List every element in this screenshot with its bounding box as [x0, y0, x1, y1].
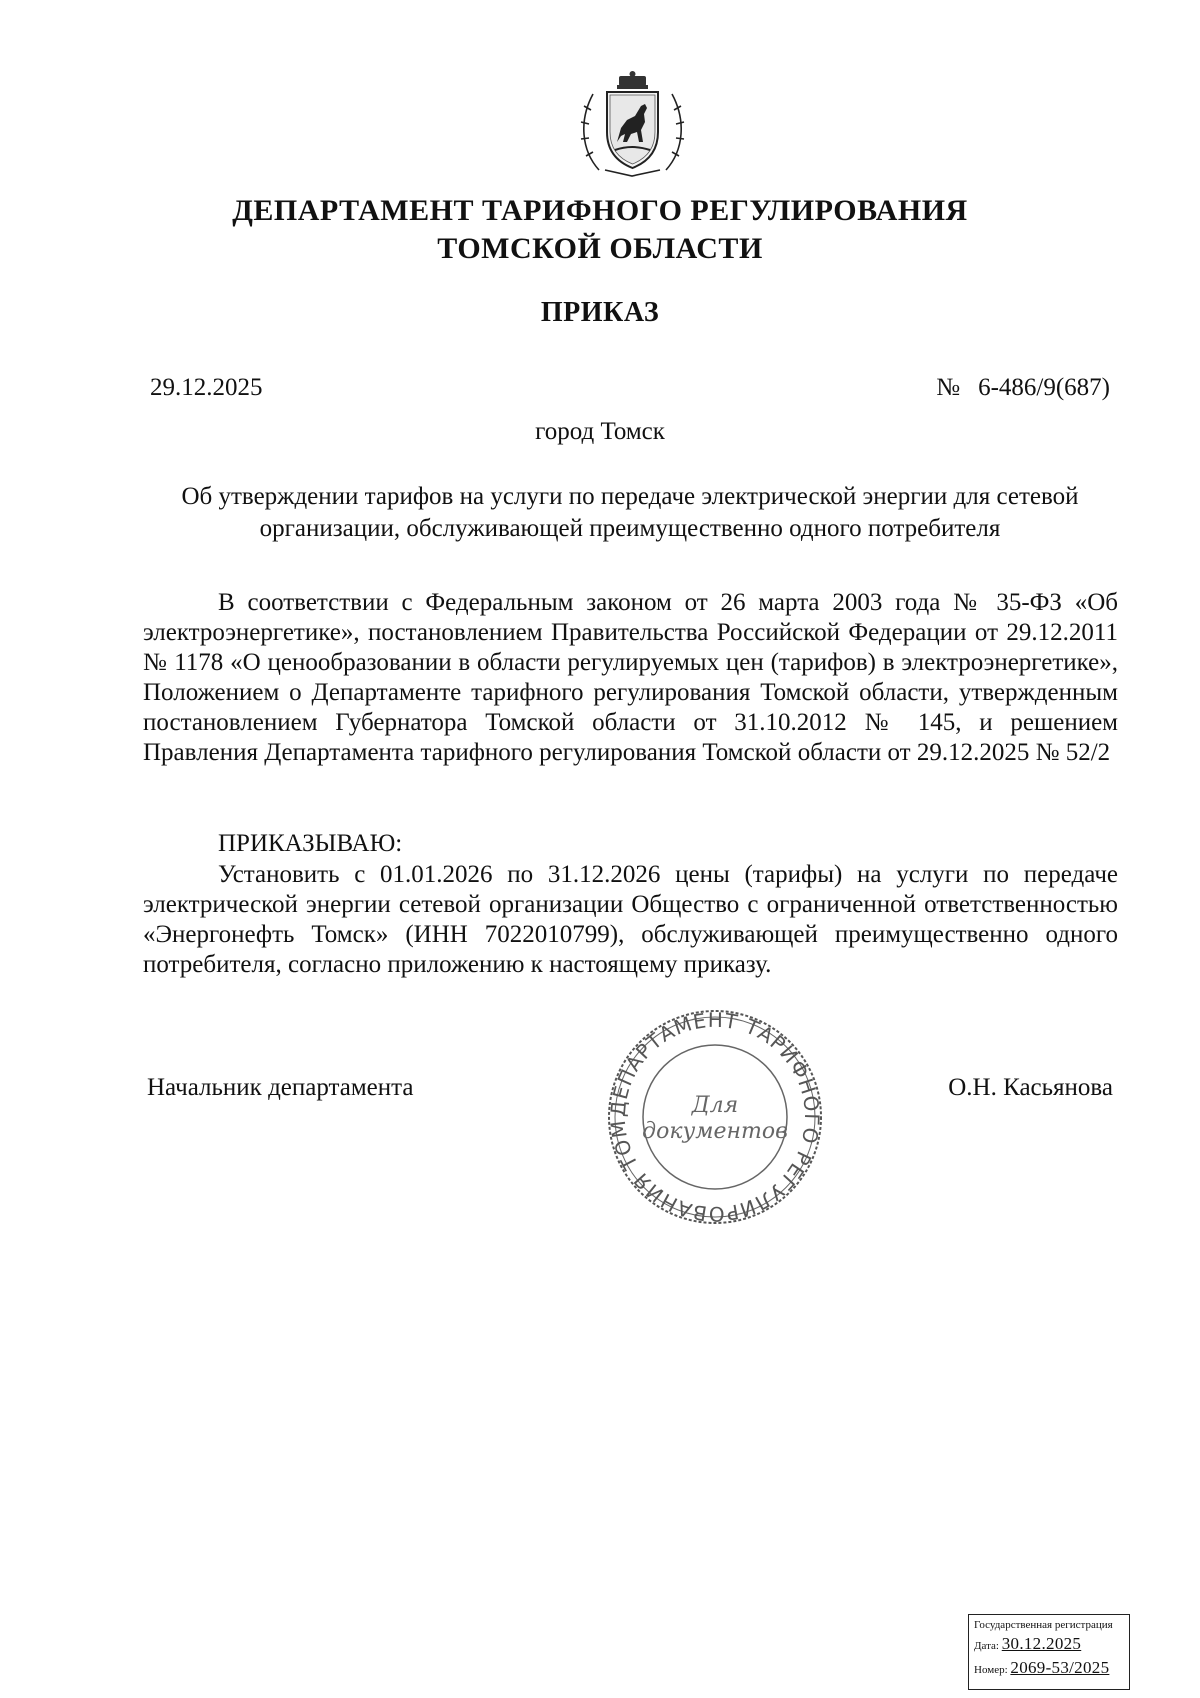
issue-city: город Томск: [535, 418, 665, 445]
department-title-line2: ТОМСКОЙ ОБЛАСТИ: [437, 232, 763, 265]
official-stamp: [595, 1005, 835, 1225]
document-type-title: ПРИКАЗ: [540, 297, 660, 328]
coat-of-arms-emblem: [575, 70, 690, 182]
registration-number-value: 2069-53/2025: [1010, 1658, 1110, 1677]
registration-date-value: 30.12.2025: [1001, 1634, 1082, 1653]
decree-word: ПРИКАЗЫВАЮ:: [218, 830, 403, 857]
order-number: [936, 374, 1110, 402]
stamp-center-line1: Для: [691, 1093, 739, 1118]
department-title-line1: ДЕПАРТАМЕНТ ТАРИФНОГО РЕГУЛИРОВАНИЯ: [232, 194, 968, 227]
order-date: 29.12.2025: [150, 374, 263, 401]
signatory-position: Начальник департамента: [147, 1074, 414, 1101]
signatory-name: О.Н. Касьянова: [948, 1074, 1113, 1101]
order-number-value: 6-486/9(687): [978, 374, 1110, 401]
registration-title: Государственная регистрация: [974, 1619, 1113, 1631]
preamble-paragraph: В соответствии с Федеральным законом от 26 марта 2003 года № 35-ФЗ «Об электроэнергетике», постановлением Правительства Российской Федерации от 29.12.2011 № 1178 «О ценообразовании в области регулируемых цен (тарифов) в электроэнергетике», Положением о Департаменте тарифного регулирования Томской области, утвержденным постановлением Губернатора Томской области от 31.10.2012 № 145, и решением Правления Департамента тарифного регулирования Томской области от 29.12.2025 № 52/2: [143, 589, 1118, 766]
registration-box: [968, 1614, 1130, 1690]
stamp-center-line2: документов: [642, 1119, 788, 1144]
registration-date-label: Дата:: [974, 1640, 999, 1652]
number-sign: №: [936, 374, 961, 401]
decree-paragraph: Установить с 01.01.2026 по 31.12.2026 цены (тарифы) на услуги по передаче электрической энергии сетевой организации Общество с ограниченной ответственностью «Энергонефть Томск» (ИНН 7022010799), обслуживающей преимущественно одного потребителя, согласно приложению к настоящему приказу.: [143, 861, 1118, 978]
order-subject: Об утверждении тарифов на услуги по передаче электрической энергии для сетевой организации, обслуживающей преимущественно одного потребителя: [181, 483, 1079, 542]
stamp-ring-text: ДЕПАРТАМЕНТ ТАРИФНОГО РЕГУЛИРОВАНИЯ ТОМ: [605, 1007, 825, 1225]
registration-number-label: Номер:: [974, 1664, 1008, 1676]
